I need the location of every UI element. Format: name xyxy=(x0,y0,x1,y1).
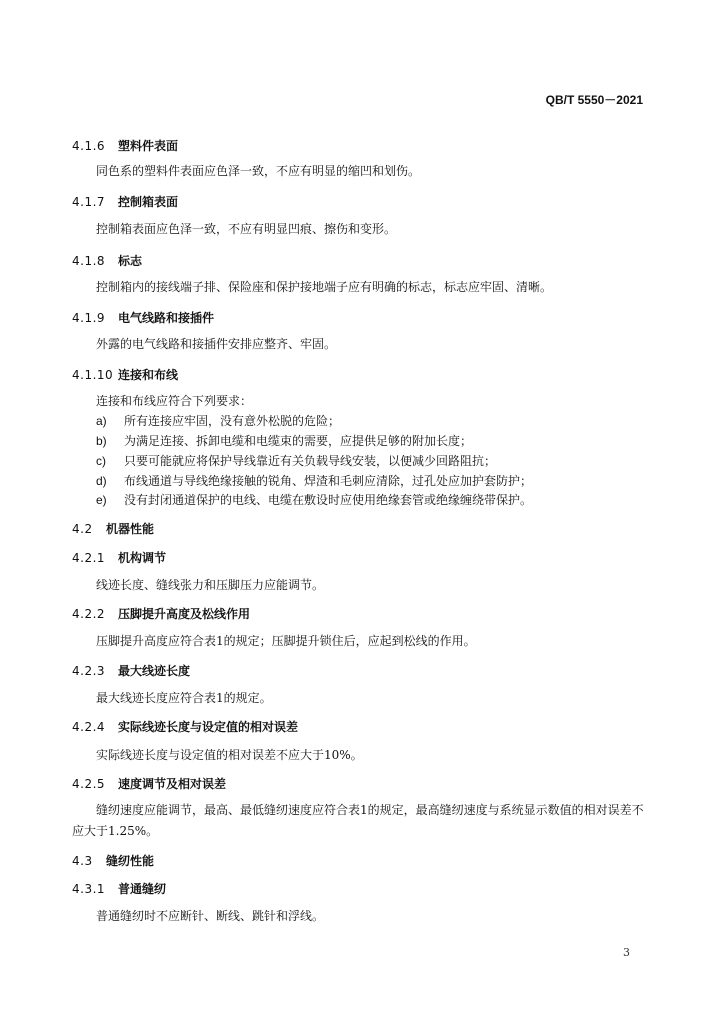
section-heading-4-1-9 xyxy=(72,309,214,326)
list-item xyxy=(96,472,656,489)
section-number: 4.2.1 xyxy=(72,551,106,565)
section-heading-4-2-5 xyxy=(72,775,226,792)
list-item xyxy=(96,412,656,429)
list-item-text: 没有封闭通道保护的电线、电缆在敷设时应使用绝缘套管或绝缘缠绕带保护。 xyxy=(124,493,533,507)
section-heading-4-2-3 xyxy=(72,662,190,679)
section-heading-4-2 xyxy=(72,520,154,537)
section-text-4-1-7: 控制箱表面应色泽一致，不应有明显凹痕、擦伤和变形。 xyxy=(96,222,397,236)
section-heading-4-3-1 xyxy=(72,880,166,897)
section-text-4-3-1: 普通缝纫时不应断针、断线、跳针和浮线。 xyxy=(96,909,325,923)
section-number: 4.3.1 xyxy=(72,882,106,896)
section-number: 4.2.3 xyxy=(72,664,106,678)
section-number: 4.1.8 xyxy=(72,254,106,268)
section-title: 控制箱表面 xyxy=(118,195,179,209)
section-text-4-1-8: 控制箱内的接线端子排、保险座和保护接地端子应有明确的标志，标志应牢固、清晰。 xyxy=(96,280,553,294)
section-title: 速度调节及相对误差 xyxy=(118,777,227,791)
section-number: 4.1.6 xyxy=(72,139,106,153)
list-marker: a) xyxy=(96,414,107,428)
section-heading-4-2-1 xyxy=(72,549,166,566)
section-text-4-2-2: 压脚提升高度应符合表1的规定；压脚提升锁住后，应起到松线的作用。 xyxy=(96,634,476,648)
list-item-text: 为满足连接、拆卸电缆和电缆束的需要，应提供足够的附加长度； xyxy=(124,434,473,448)
section-heading-4-2-4 xyxy=(72,718,298,735)
section-heading-4-3 xyxy=(72,852,154,869)
list-marker: c) xyxy=(96,454,106,468)
section-number: 4.1.9 xyxy=(72,311,106,325)
section-text-4-1-6: 同色系的塑料件表面应色泽一致，不应有明显的缩凹和划伤。 xyxy=(96,164,421,178)
document-code: QB/T 5550－2021 xyxy=(545,93,643,107)
list-item xyxy=(96,432,656,449)
section-title: 普通缝纫 xyxy=(118,882,167,896)
section-title: 电气线路和接插件 xyxy=(118,311,215,325)
section-heading-4-1-8 xyxy=(72,252,142,269)
section-title: 塑料件表面 xyxy=(118,139,179,153)
section-number: 4.2.4 xyxy=(72,720,106,734)
list-marker: d) xyxy=(96,474,107,488)
list-item-text: 只要可能就应将保护导线靠近有关负载导线安装，以便减少回路阻抗； xyxy=(124,454,497,468)
list-item-text: 所有连接应牢固，没有意外松脱的危险； xyxy=(124,414,341,428)
section-title: 压脚提升高度及松线作用 xyxy=(118,607,251,621)
section-title: 最大线迹长度 xyxy=(118,664,191,678)
section-number: 4.2 xyxy=(72,522,93,536)
section-heading-4-1-7 xyxy=(72,193,178,210)
section-title: 实际线迹长度与设定值的相对误差 xyxy=(118,720,299,734)
section-text-4-2-5: 缝纫速度应能调节，最高、最低缝纫速度应符合表1的规定，最高缝纫速度与系统显示数值的相对误差不应大于1.25%。 xyxy=(72,803,644,838)
section-number: 4.2.5 xyxy=(72,777,106,791)
page-number: 3 xyxy=(623,946,630,959)
section-title: 机器性能 xyxy=(106,522,155,536)
section-text-4-1-10: 连接和布线应符合下列要求： xyxy=(96,394,253,408)
section-text-4-2-4: 实际线迹长度与设定值的相对误差不应大于10%。 xyxy=(96,748,363,762)
section-text-4-2-3: 最大线迹长度应符合表1的规定。 xyxy=(96,691,272,705)
section-title: 标志 xyxy=(118,254,143,268)
list-item xyxy=(96,491,656,508)
section-text-4-2-1: 线迹长度、缝线张力和压脚压力应能调节。 xyxy=(96,578,325,592)
list-marker: e) xyxy=(96,493,107,507)
section-title: 连接和布线 xyxy=(118,368,179,382)
section-number: 4.1.10 xyxy=(72,368,114,382)
section-heading-4-2-2 xyxy=(72,605,250,622)
section-heading-4-1-6 xyxy=(72,137,178,154)
section-number: 4.3 xyxy=(72,854,93,868)
section-number: 4.1.7 xyxy=(72,195,106,209)
section-text-4-1-9: 外露的电气线路和接插件安排应整齐、牢固。 xyxy=(96,337,337,351)
section-title: 机构调节 xyxy=(118,551,167,565)
list-marker: b) xyxy=(96,434,107,448)
list-item-text: 布线通道与导线绝缘接触的锐角、焊渣和毛刺应清除，过孔处应加护套防护； xyxy=(124,474,533,488)
section-number: 4.2.2 xyxy=(72,607,106,621)
list-item xyxy=(96,452,656,469)
section-heading-4-1-10 xyxy=(72,366,178,383)
section-title: 缝纫性能 xyxy=(106,854,155,868)
